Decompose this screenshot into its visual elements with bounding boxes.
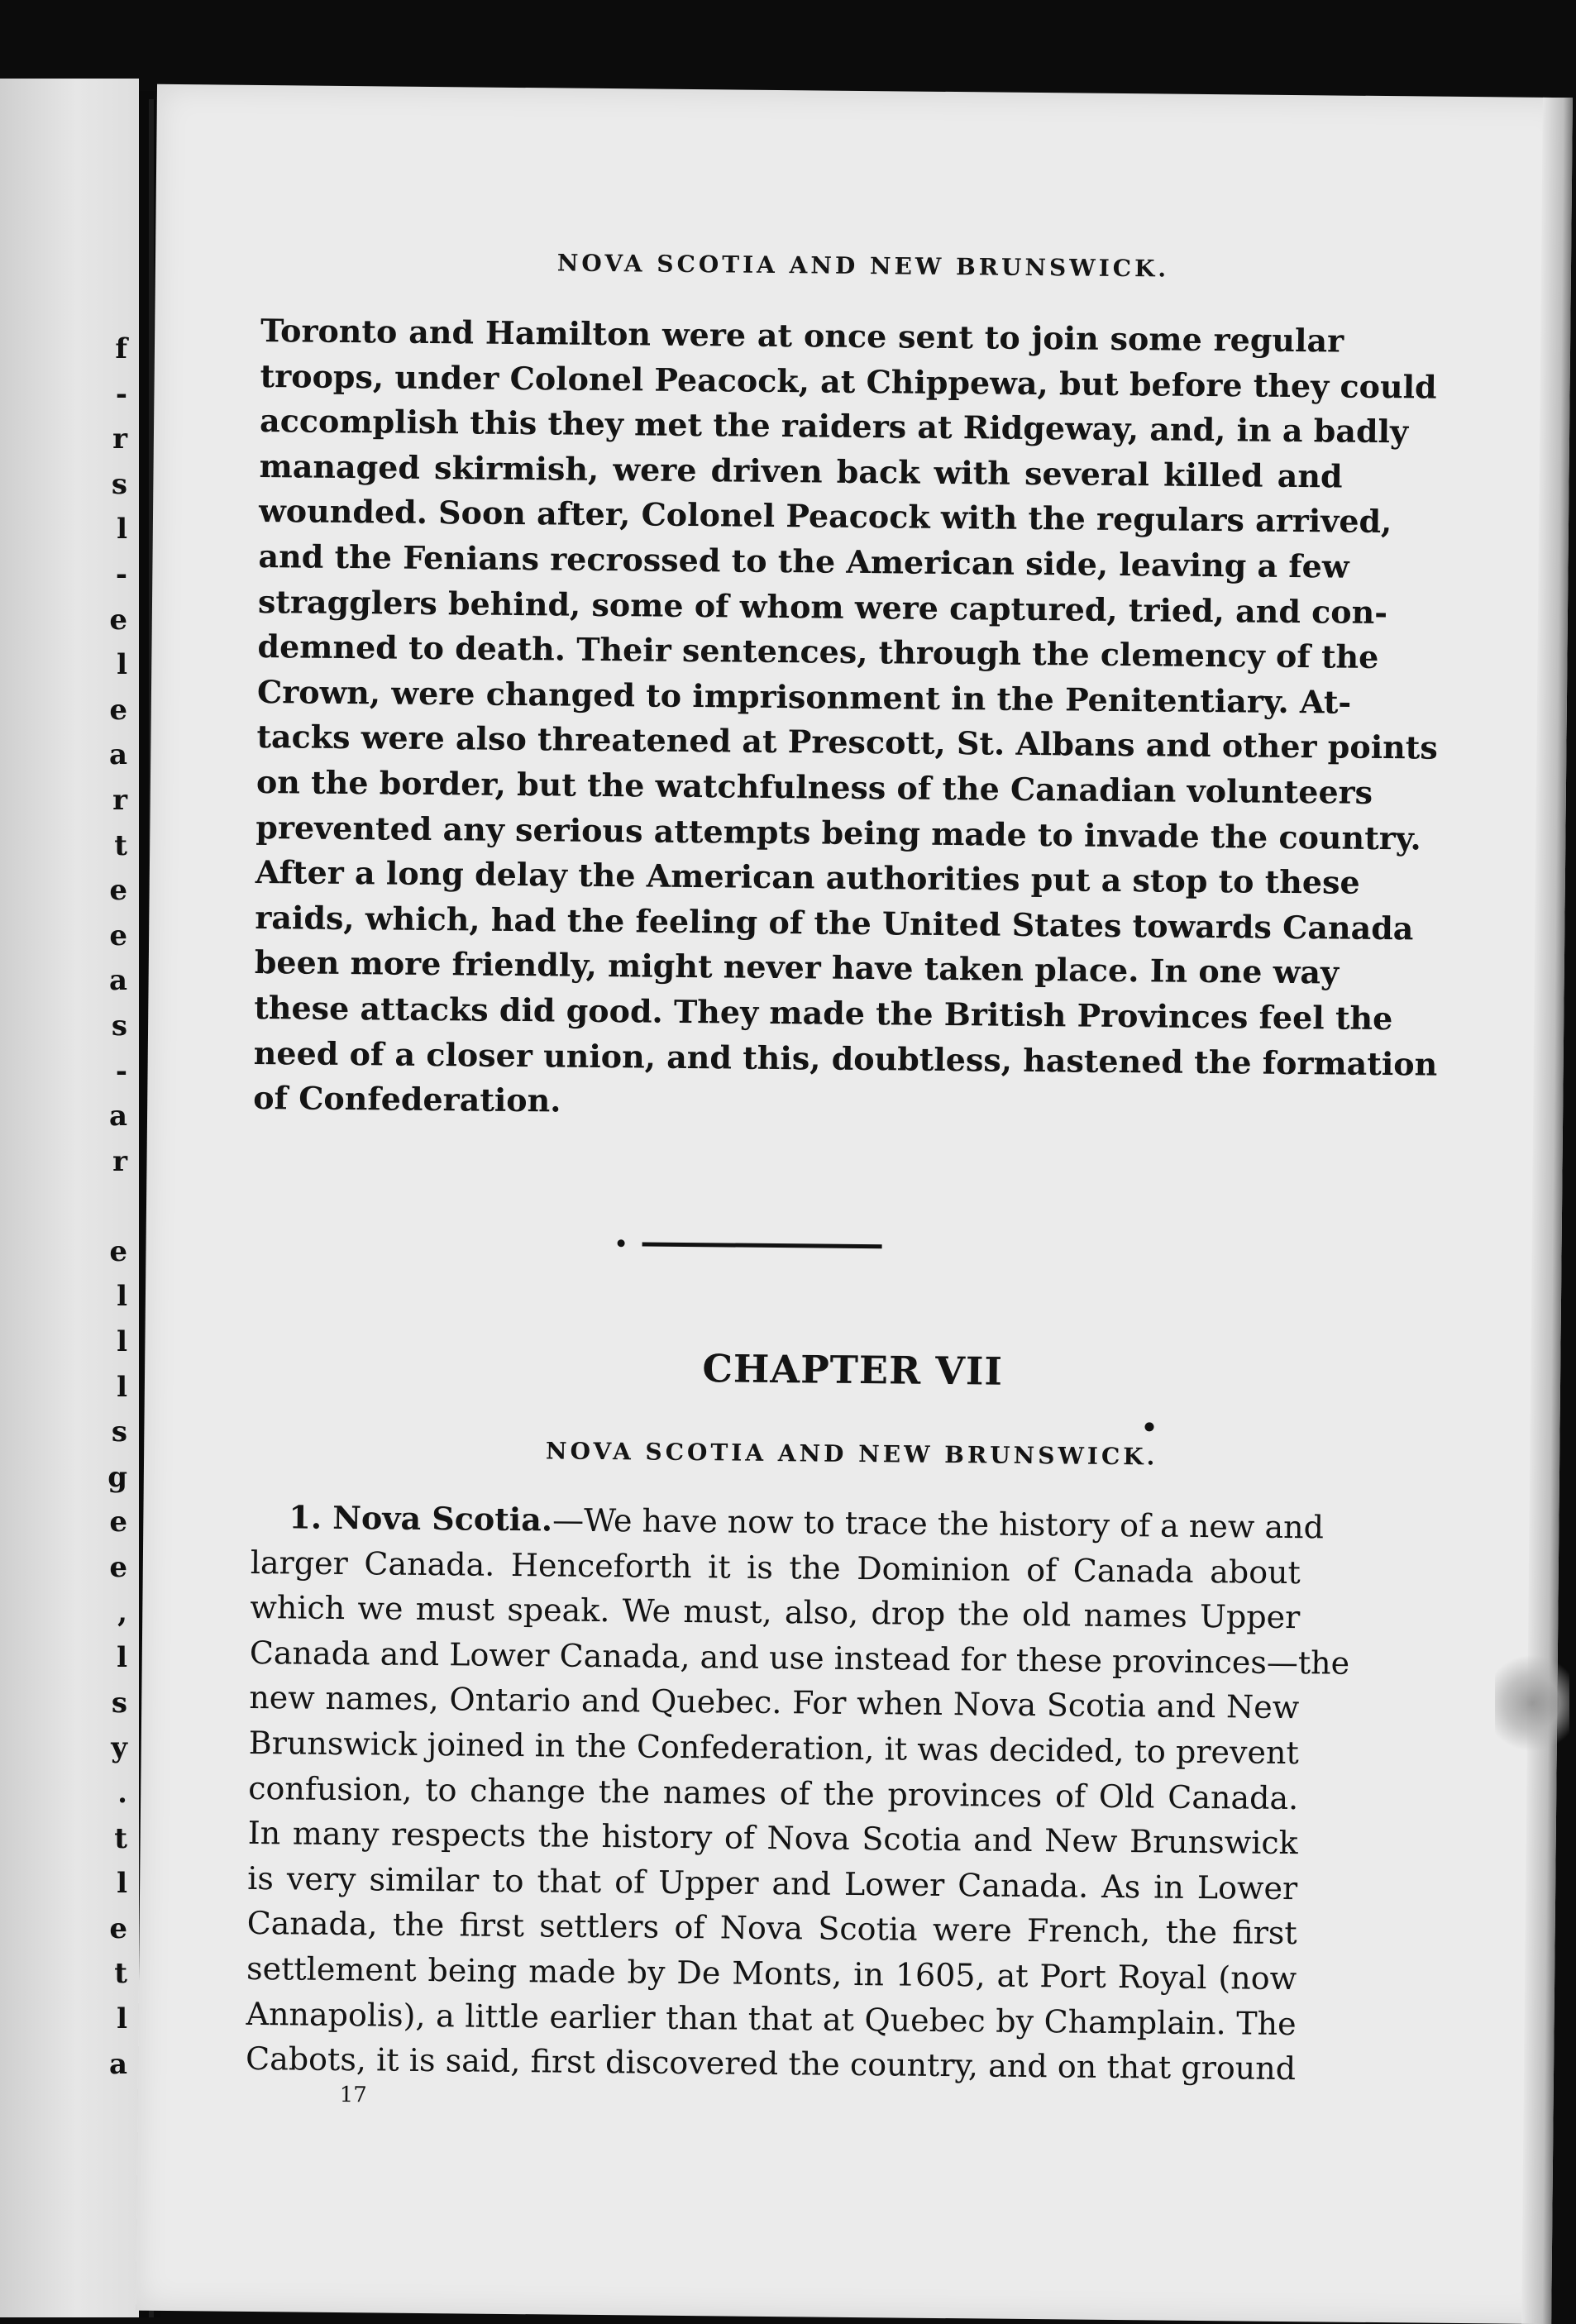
margin-letter: l: [117, 1325, 127, 1359]
book-page: [136, 84, 1573, 2324]
section-paragraph: [245, 1495, 1350, 2092]
text-line: After a long delay the American authorities put a stop to these: [255, 853, 1360, 901]
margin-letter: r: [112, 422, 127, 456]
margin-letter: s: [111, 1009, 127, 1043]
text-line: wounded. Soon after, Colonel Peacock with the regulars arrived,: [258, 492, 1392, 541]
margin-letter: s: [111, 467, 127, 501]
text-line: Canada and Lower Canada, and use instead for these provinces—the: [249, 1634, 1350, 1682]
text-line: Canada, the first settlers of Nova Scotia were French, the first: [246, 1905, 1297, 1952]
margin-letter: t: [114, 1821, 127, 1855]
previous-page-margin-text: [99, 327, 127, 2087]
text-line: Cabots, it is said, first discovered the country, and on that ground: [245, 2040, 1297, 2088]
margin-letter: r: [112, 783, 127, 817]
text-line: is very similar to that of Upper and Lower Canada. As in Lower: [247, 1859, 1298, 1906]
margin-letter: ,: [117, 1596, 127, 1630]
text-line: and the Fenians recrossed to the American side, leaving a few: [258, 537, 1349, 585]
text-line: prevented any serious attempts being made to invade the country.: [256, 808, 1421, 857]
margin-letter: a: [108, 738, 127, 772]
page-edge: [1521, 98, 1573, 2324]
chapter-title: CHAPTER VII: [702, 1346, 1004, 1394]
text-line: stragglers behind, some of whom were captured, tried, and con-: [257, 582, 1388, 631]
text-line: troops, under Colonel Peacock, at Chippewa, but before they could: [260, 356, 1437, 406]
margin-letter: e: [109, 693, 127, 727]
ink-speck: [1144, 1422, 1153, 1431]
margin-letter: -: [115, 1054, 127, 1088]
margin-letter: r: [112, 1144, 127, 1178]
text-line: new names, Ontario and Quebec. For when Nova Scotia and New: [249, 1679, 1300, 1726]
margin-letter: t: [114, 828, 127, 862]
margin-letter: g: [107, 1460, 127, 1494]
margin-letter: -: [115, 557, 127, 591]
margin-letter: a: [108, 2047, 127, 2081]
text-line: accomplish this they met the raiders at Ridgeway, and, in a badly: [259, 402, 1409, 451]
text-line: managed skirmish, were driven back with several killed and: [259, 446, 1343, 495]
margin-letter: l: [117, 1280, 127, 1314]
margin-letter: .: [117, 1777, 127, 1810]
text-line: tacks were also threatened at Prescott, St. Albans and other points: [256, 718, 1438, 767]
paragraph-continued: [253, 308, 1438, 1131]
separator-dot: [618, 1239, 625, 1247]
text-line: settlement being made by De Monts, in 1605, at Port Royal (now: [246, 1949, 1297, 1997]
text-line: demned to death. Their sentences, through the clemency of the: [257, 628, 1379, 676]
margin-letter: s: [111, 1415, 127, 1449]
margin-letter: t: [114, 1957, 127, 1991]
text-line: of Confederation.: [253, 1079, 561, 1119]
margin-letter: e: [109, 874, 127, 908]
margin-letter: -: [115, 377, 127, 411]
margin-letter: a: [108, 1100, 127, 1133]
text-line: raids, which, had the feeling of the United States towards Canada: [255, 898, 1414, 947]
margin-letter: l: [117, 1867, 127, 1901]
margin-letter: l: [117, 1641, 127, 1675]
margin-letter: l: [117, 2002, 127, 2035]
margin-letter: e: [109, 1234, 127, 1268]
margin-letter: f: [115, 332, 127, 365]
text-line: on the border, but the watchfulness of the Canadian volunteers: [256, 762, 1373, 811]
running-head: NOVA SCOTIA AND NEW BRUNSWICK.: [556, 249, 1170, 283]
text-line: In many respects the history of Nova Scotia and New Brunswick: [247, 1815, 1298, 1862]
text-line: larger Canada. Henceforth it is the Dominion of Canada about: [250, 1544, 1301, 1591]
margin-letter: e: [109, 1551, 127, 1585]
section-separator: [642, 1242, 882, 1248]
text-line: been more friendly, might never have taken place. In one way: [254, 943, 1340, 991]
page-number: 17: [339, 2083, 367, 2108]
margin-letter: y: [111, 1731, 127, 1765]
text-line: Annapolis), a little earlier than that at Quebec by Champlain. The: [246, 1995, 1297, 2042]
text-line: confusion, to change the names of the provinces of Old Canada.: [248, 1769, 1299, 1816]
chapter-subtitle: NOVA SCOTIA AND NEW BRUNSWICK.: [545, 1437, 1158, 1471]
text-line: Brunswick joined in the Confederation, it was decided, to prevent: [248, 1724, 1299, 1772]
margin-letter: l: [117, 1370, 127, 1404]
text-line: which we must speak. We must, also, drop the old names Upper: [250, 1589, 1301, 1636]
margin-letter: e: [109, 1911, 127, 1945]
margin-letter: l: [117, 648, 127, 682]
text-line: Crown, were changed to imprisonment in the Penitentiary. At-: [256, 672, 1352, 721]
margin-letter: s: [111, 1686, 127, 1720]
text-line: these attacks did good. They made the British Provinces feel the: [254, 988, 1393, 1038]
margin-letter: e: [109, 919, 127, 952]
scan-artifact: [1495, 1645, 1569, 1761]
margin-letter: e: [109, 603, 127, 637]
margin-letter: a: [108, 964, 127, 998]
margin-letter: e: [109, 1506, 127, 1539]
text-line: need of a closer union, and this, doubtless, hastened the formation: [253, 1033, 1438, 1083]
text-line: Toronto and Hamilton were at once sent to join some regular: [260, 311, 1344, 360]
margin-letter: [99, 1184, 127, 1229]
margin-letter: l: [117, 513, 127, 546]
section-heading: 1. Nova Scotia.: [289, 1498, 553, 1539]
previous-page: [0, 79, 139, 2317]
first-line-text: —We have now to trace the history of a new and: [552, 1501, 1325, 1546]
